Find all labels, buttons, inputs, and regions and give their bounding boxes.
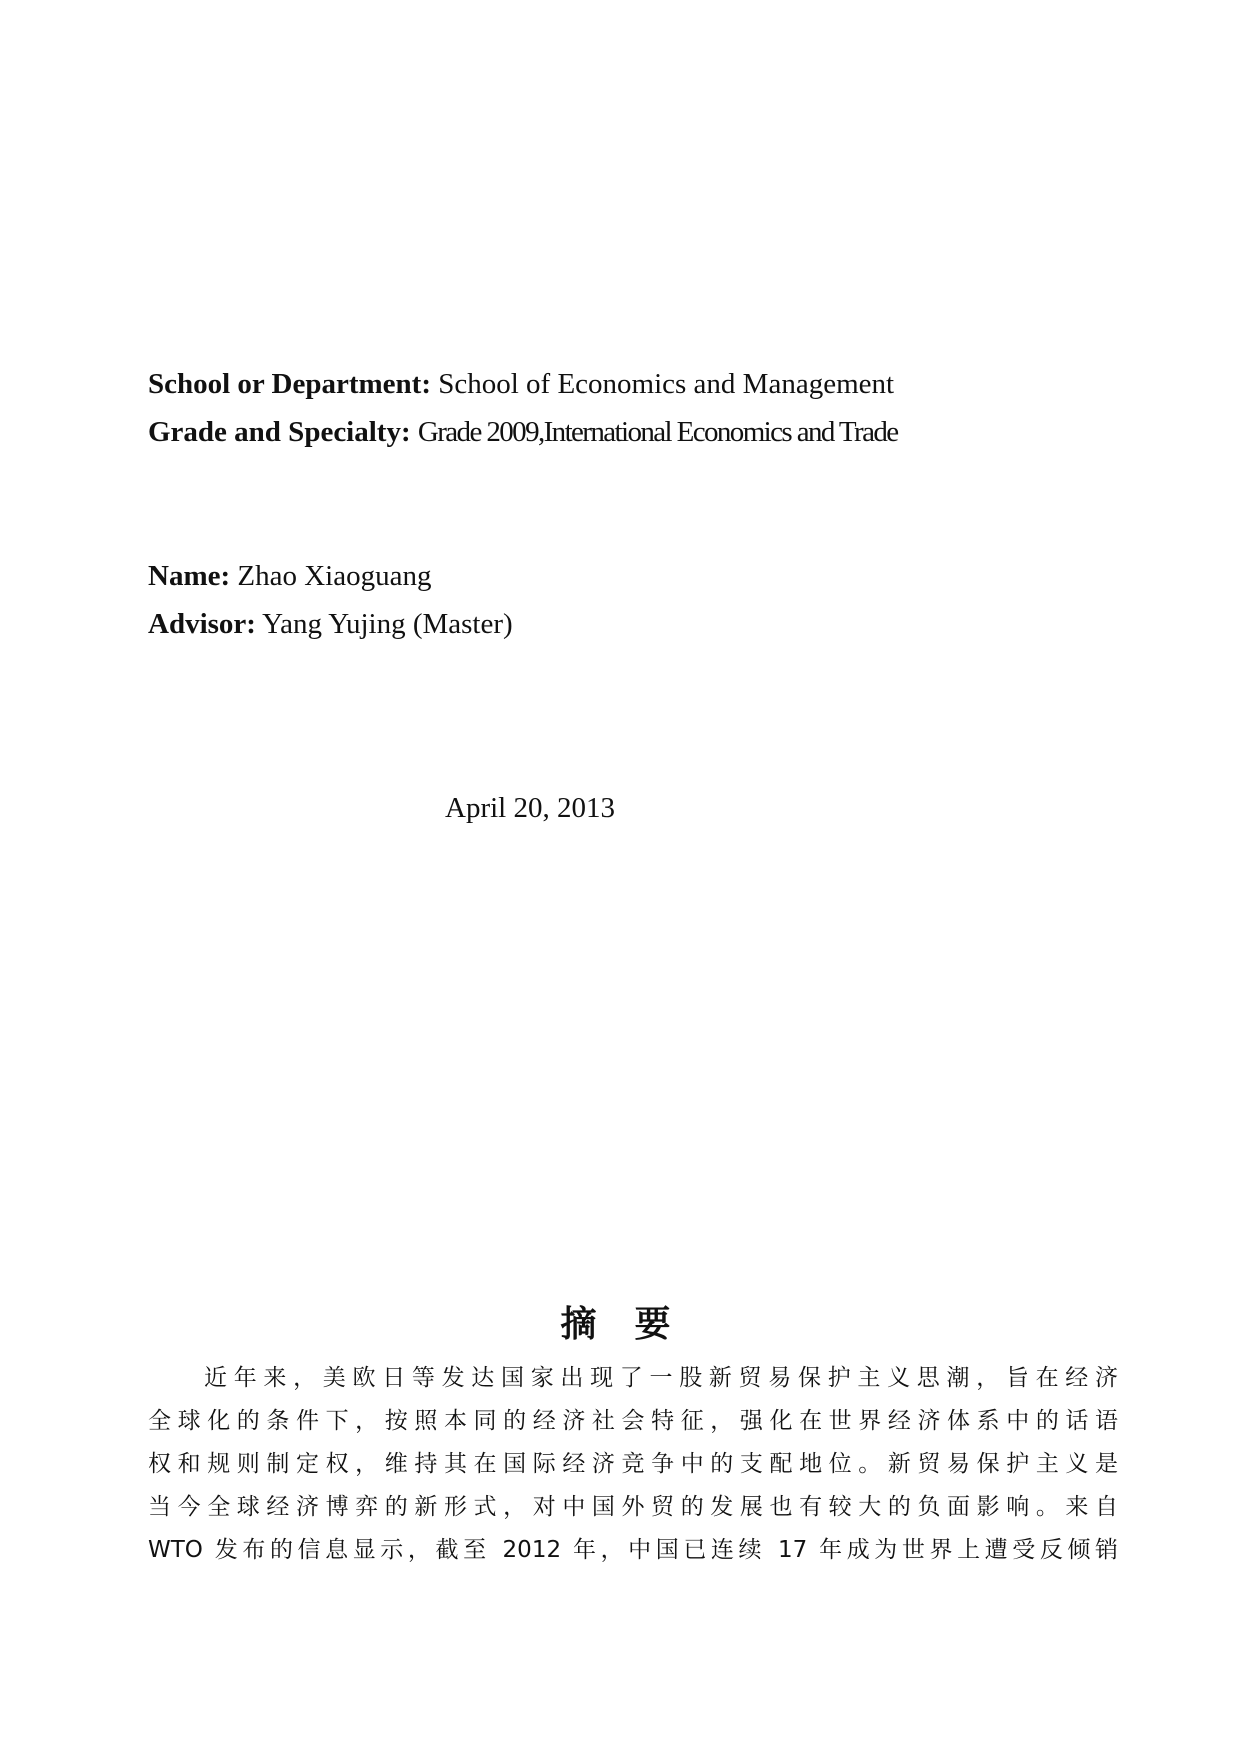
name-line	[148, 552, 513, 600]
name-label: Name:	[148, 560, 231, 592]
submission-date: April 20, 2013	[445, 792, 615, 824]
school-value: School of Economics and Management	[438, 368, 895, 400]
school-label: School or Department:	[148, 368, 431, 400]
abstract-line: 全球化的条件下，按照本同的经济社会特征，强化在世界经济体系中的话语	[148, 1408, 1118, 1434]
name-value: Zhao Xiaoguang	[237, 560, 432, 592]
abstract-line: 近年来，美欧日等发达国家出现了一股新贸易保护主义思潮，旨在经济	[204, 1365, 1118, 1391]
person-info-block	[148, 552, 513, 648]
school-info-block	[148, 360, 898, 456]
advisor-value: Yang Yujing (Master)	[262, 608, 513, 640]
abstract-title: 摘要	[560, 1304, 709, 1345]
grade-value: Grade 2009,International Economics and Trade	[417, 416, 898, 448]
grade-line	[148, 408, 898, 456]
abstract-body	[148, 1357, 1118, 1572]
school-line	[148, 360, 898, 408]
abstract-line: 当今全球经济博弈的新形式，对中国外贸的发展也有较大的负面影响。来自	[148, 1494, 1118, 1520]
abstract-line: WTO 发布的信息显示，截至 2012 年，中国已连续 17 年成为世界上遭受反倾销	[148, 1537, 1118, 1563]
abstract-line: 权和规则制定权，维持其在国际经济竞争中的支配地位。新贸易保护主义是	[148, 1451, 1118, 1477]
advisor-label: Advisor:	[148, 608, 256, 640]
grade-label: Grade and Specialty:	[148, 416, 411, 448]
advisor-line	[148, 600, 513, 648]
